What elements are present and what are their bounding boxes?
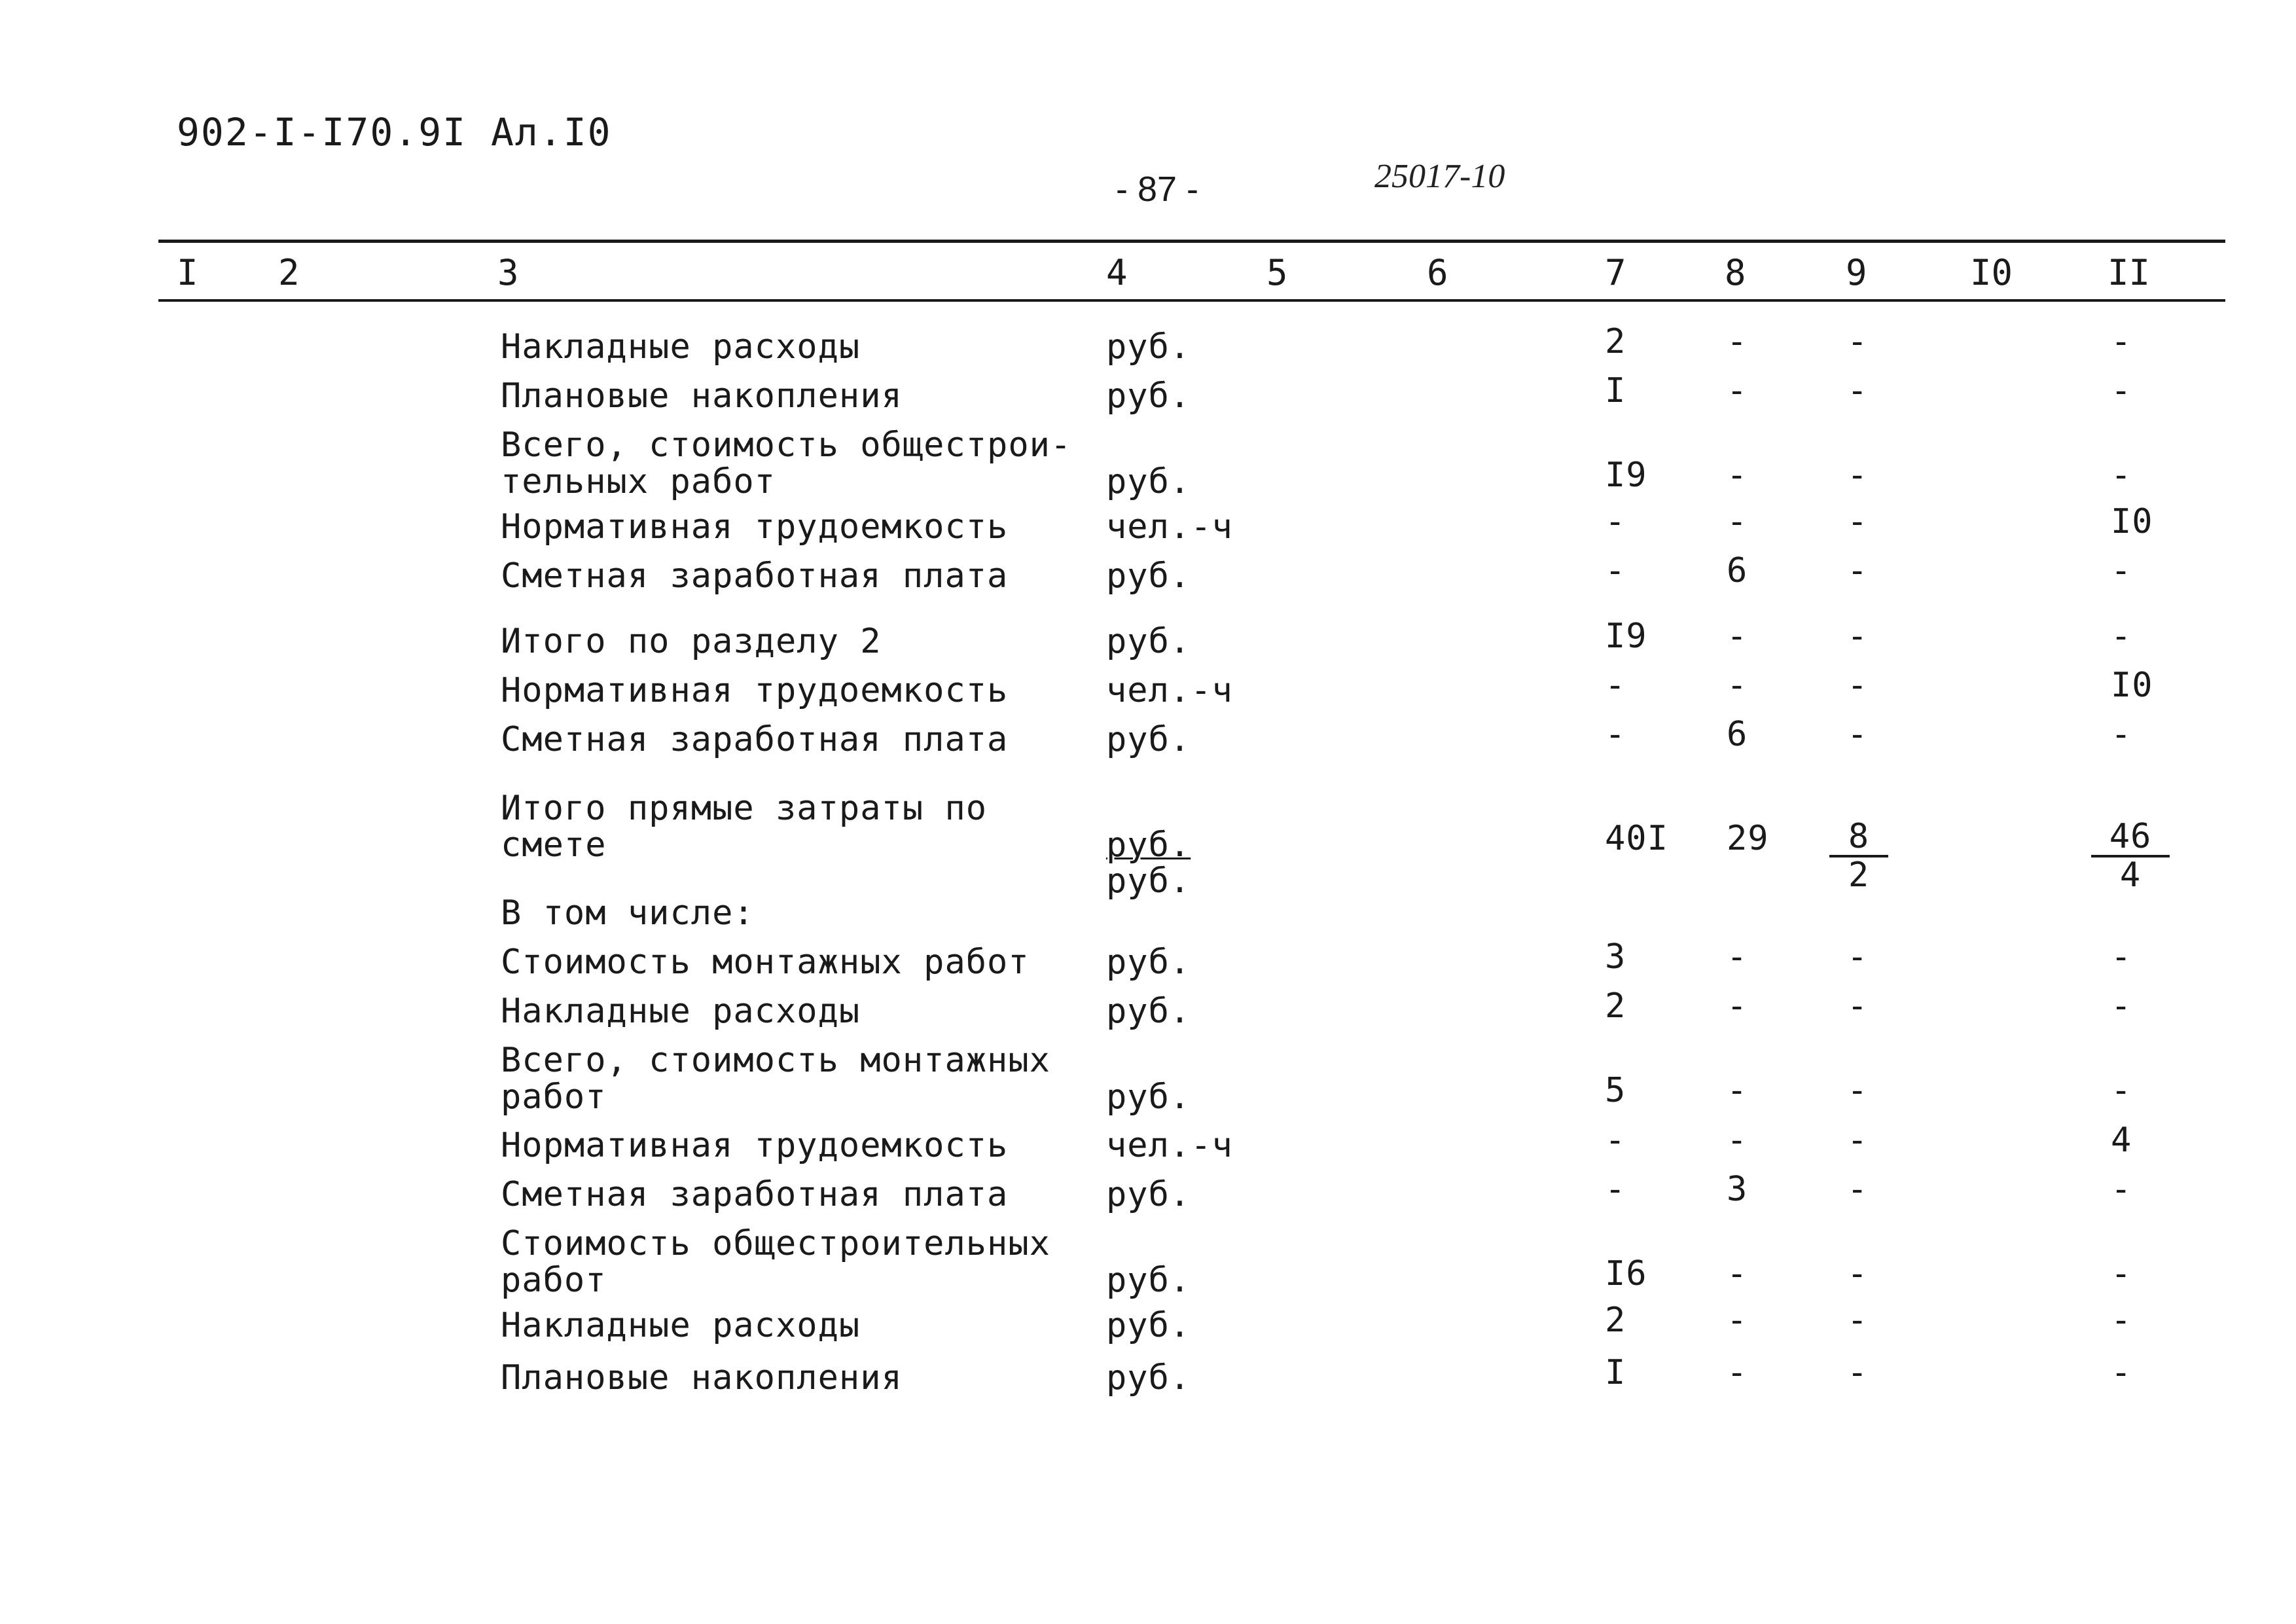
col9-fraction bbox=[1829, 819, 1888, 893]
col9-cell: - bbox=[1847, 1121, 1869, 1160]
col11-cell: - bbox=[2111, 1301, 2132, 1340]
col8-cell: 29 bbox=[1727, 819, 1769, 858]
col11-cell: - bbox=[2111, 986, 2132, 1026]
fraction-numerator: 46 bbox=[2091, 819, 2170, 857]
row-label: Накладные расходы bbox=[501, 1306, 861, 1345]
column-header: II bbox=[2108, 252, 2151, 293]
document-code: 902-I-I70.9I Ал.I0 bbox=[177, 110, 612, 154]
column-header: I bbox=[177, 252, 198, 293]
handwritten-number: 25017-10 bbox=[1374, 158, 1505, 195]
col11-cell: - bbox=[2111, 1170, 2132, 1209]
col11-cell: - bbox=[2111, 1353, 2132, 1392]
row-label: Нормативная трудоемкость bbox=[501, 507, 1009, 547]
col9-cell: - bbox=[1847, 986, 1869, 1026]
col11-cell: - bbox=[2111, 715, 2132, 754]
fraction-denominator: 4 bbox=[2119, 855, 2142, 895]
row-label: Всего, стоимость монтажных bbox=[501, 1041, 1050, 1080]
unit-cell: чел.-ч bbox=[1106, 1126, 1233, 1165]
column-header: I0 bbox=[1970, 252, 2013, 293]
column-header: 7 bbox=[1605, 252, 1626, 293]
col11-cell: - bbox=[2111, 551, 2132, 590]
page-number: - 87 - bbox=[1116, 170, 1199, 209]
row-label: Накладные расходы bbox=[501, 327, 861, 367]
col7-cell: I bbox=[1605, 371, 1626, 410]
col7-cell: I9 bbox=[1605, 617, 1647, 656]
unit-cell: руб. bbox=[1106, 992, 1191, 1031]
col7-cell: I9 bbox=[1605, 456, 1647, 495]
col9-cell: - bbox=[1847, 666, 1869, 705]
row-label: тельных работ bbox=[501, 462, 776, 501]
col7-cell: - bbox=[1605, 1121, 1626, 1160]
col11-cell: - bbox=[2111, 456, 2132, 495]
col11-cell: - bbox=[2111, 1254, 2132, 1293]
col8-cell: - bbox=[1727, 1301, 1748, 1340]
row-label: работ bbox=[501, 1261, 607, 1300]
col8-cell: - bbox=[1727, 1254, 1748, 1293]
unit-cell: руб. bbox=[1106, 943, 1191, 982]
col9-cell: - bbox=[1847, 1071, 1869, 1110]
col9-cell: - bbox=[1847, 502, 1869, 541]
col8-cell: - bbox=[1727, 986, 1748, 1026]
row-label: Стоимость общестроительных bbox=[501, 1224, 1050, 1263]
row-label: работ bbox=[501, 1077, 607, 1117]
row-label: Итого по разделу 2 bbox=[501, 622, 882, 661]
col7-cell: 2 bbox=[1605, 322, 1626, 361]
unit-cell: чел.-ч bbox=[1106, 507, 1233, 547]
col8-cell: - bbox=[1727, 1353, 1748, 1392]
col9-cell: - bbox=[1847, 1353, 1869, 1392]
column-header: 4 bbox=[1106, 252, 1128, 293]
col11-fraction bbox=[2091, 819, 2170, 893]
unit-cell: руб. bbox=[1106, 327, 1191, 367]
col8-cell: - bbox=[1727, 371, 1748, 410]
col8-cell: 6 bbox=[1727, 715, 1748, 754]
column-header: 6 bbox=[1427, 252, 1448, 293]
unit-cell: чел.-ч bbox=[1106, 671, 1233, 710]
fraction-numerator: 8 bbox=[1829, 819, 1888, 857]
unit-cell: руб. bbox=[1106, 1261, 1191, 1300]
col7-cell: 40I bbox=[1605, 819, 1668, 858]
unit-cell: руб. bbox=[1106, 556, 1191, 596]
col8-cell: - bbox=[1727, 502, 1748, 541]
row-label: Плановые накопления bbox=[501, 376, 903, 416]
row-label: Всего, стоимость общестрои- bbox=[501, 425, 1072, 465]
column-header: 3 bbox=[497, 252, 519, 293]
column-header: 8 bbox=[1725, 252, 1746, 293]
col9-cell: - bbox=[1847, 1170, 1869, 1209]
col11-cell: - bbox=[2111, 1071, 2132, 1110]
column-header: 5 bbox=[1266, 252, 1288, 293]
col7-cell: I bbox=[1605, 1353, 1626, 1392]
col7-cell: - bbox=[1605, 715, 1626, 754]
unit-cell: руб. bbox=[1106, 1077, 1191, 1117]
unit-cell: руб. bbox=[1106, 376, 1191, 416]
unit-cell: руб. bbox=[1106, 825, 1191, 865]
row-label: Сметная заработная плата bbox=[501, 556, 1009, 596]
col8-cell: - bbox=[1727, 1121, 1748, 1160]
unit-cell: руб. bbox=[1106, 720, 1191, 759]
col8-cell: - bbox=[1727, 617, 1748, 656]
row-label: смете bbox=[501, 825, 607, 865]
col7-cell: - bbox=[1605, 1170, 1626, 1209]
unit-cell: руб. bbox=[1106, 861, 1191, 901]
row-label: Итого прямые затраты по bbox=[501, 789, 988, 828]
row-label: В том числе: bbox=[501, 893, 755, 933]
col8-cell: - bbox=[1727, 937, 1748, 977]
col9-cell: - bbox=[1847, 617, 1869, 656]
col9-cell: - bbox=[1847, 456, 1869, 495]
unit-cell: руб. bbox=[1106, 462, 1191, 501]
col11-cell: I0 bbox=[2111, 502, 2153, 541]
col8-cell: - bbox=[1727, 456, 1748, 495]
col7-cell: 3 bbox=[1605, 937, 1626, 977]
row-label: Сметная заработная плата bbox=[501, 1175, 1009, 1214]
row-label: Плановые накопления bbox=[501, 1358, 903, 1398]
col9-cell: - bbox=[1847, 715, 1869, 754]
col11-cell: - bbox=[2111, 937, 2132, 977]
col11-cell: - bbox=[2111, 371, 2132, 410]
column-header: 9 bbox=[1846, 252, 1867, 293]
col11-cell: - bbox=[2111, 322, 2132, 361]
col11-cell: 4 bbox=[2111, 1121, 2132, 1160]
col9-cell: - bbox=[1847, 551, 1869, 590]
col9-cell: - bbox=[1847, 937, 1869, 977]
unit-cell: руб. bbox=[1106, 622, 1191, 661]
col8-cell: - bbox=[1727, 666, 1748, 705]
row-label: Стоимость монтажных работ bbox=[501, 943, 1030, 982]
col7-cell: - bbox=[1605, 502, 1626, 541]
unit-cell: руб. bbox=[1106, 1358, 1191, 1398]
col11-cell: - bbox=[2111, 617, 2132, 656]
row-label: Сметная заработная плата bbox=[501, 720, 1009, 759]
col7-cell: I6 bbox=[1605, 1254, 1647, 1293]
column-header: 2 bbox=[278, 252, 300, 293]
col8-cell: - bbox=[1727, 322, 1748, 361]
row-label: Нормативная трудоемкость bbox=[501, 1126, 1009, 1165]
col7-cell: 2 bbox=[1605, 1301, 1626, 1340]
col7-cell: 2 bbox=[1605, 986, 1626, 1026]
fraction-denominator: 2 bbox=[1848, 855, 1870, 895]
col9-cell: - bbox=[1847, 1301, 1869, 1340]
col11-cell: I0 bbox=[2111, 666, 2153, 705]
col8-cell: 3 bbox=[1727, 1170, 1748, 1209]
col9-cell: - bbox=[1847, 322, 1869, 361]
col7-cell: - bbox=[1605, 666, 1626, 705]
col9-cell: - bbox=[1847, 371, 1869, 410]
row-label: Нормативная трудоемкость bbox=[501, 671, 1009, 710]
col8-cell: 6 bbox=[1727, 551, 1748, 590]
row-label: Накладные расходы bbox=[501, 992, 861, 1031]
col7-cell: - bbox=[1605, 551, 1626, 590]
col9-cell: - bbox=[1847, 1254, 1869, 1293]
unit-cell: руб. bbox=[1106, 1175, 1191, 1214]
unit-cell: руб. bbox=[1106, 1306, 1191, 1345]
col7-cell: 5 bbox=[1605, 1071, 1626, 1110]
table-header-rule bbox=[158, 299, 2225, 302]
table-top-rule bbox=[158, 240, 2225, 243]
col8-cell: - bbox=[1727, 1071, 1748, 1110]
